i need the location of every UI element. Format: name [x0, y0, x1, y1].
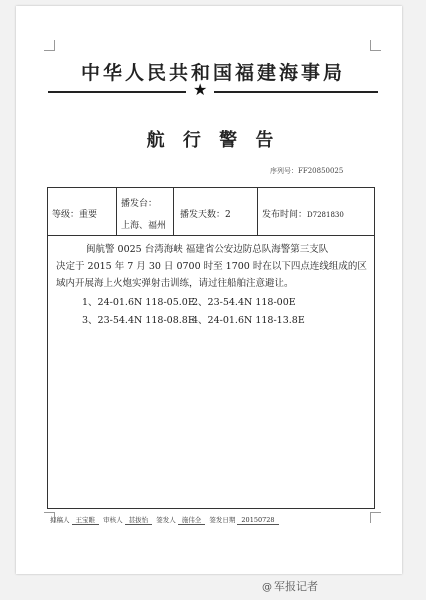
- serial-number: 序列号：FF20850025: [270, 167, 344, 175]
- broadcast-station-cell: [116, 188, 174, 235]
- body-line: 决定于 2015 年 7 月 30 日 0700 时至 1700 时在以下四点连线组成的区: [56, 261, 367, 272]
- issue-time-label: 发布时间：: [262, 210, 308, 220]
- issue-time-cell: [257, 188, 375, 235]
- coordinate-item: 3、23-54.4N 118-08.8E: [82, 315, 195, 326]
- coordinate-item: 2、23-54.4N 118-00E: [192, 297, 296, 308]
- date-label: 签发日期: [209, 516, 236, 524]
- reviewer-value: 甚拔怡: [125, 515, 153, 525]
- reviewer-label: 审核人: [103, 516, 123, 524]
- body-line: 域内开展海上火炮实弹射击训练，请过往船舶注意避让。: [56, 278, 294, 289]
- crop-mark: [370, 40, 381, 51]
- watermark-at: @: [262, 582, 272, 593]
- broadcast-station-value: 上海、福州: [121, 221, 167, 231]
- issuer-label: 签发人: [156, 516, 176, 524]
- header-rule-right: [214, 91, 378, 93]
- broadcast-days-label: 播发天数：: [180, 210, 226, 220]
- coordinate-item: 1、24-01.6N 118-05.0E: [82, 297, 195, 308]
- issuer-value: 施伟全: [178, 515, 206, 525]
- drafter-label: 拟稿人: [50, 516, 70, 524]
- broadcast-station-label: 播发台：: [121, 199, 158, 209]
- broadcast-days-cell: [173, 188, 258, 235]
- issue-time-value: D7281830: [307, 211, 344, 219]
- star-icon: ★: [193, 80, 208, 99]
- date-value: 20150728: [237, 516, 278, 525]
- watermark-text: 军报记者: [274, 580, 318, 593]
- document-title: 航 行 警 告: [146, 130, 280, 151]
- coordinate-item: 4、24-01.6N 118-13.8E: [192, 315, 305, 326]
- body-line: 闽航警 0025 台湾海峡 福建省公安边防总队海警第三支队: [86, 244, 329, 255]
- warning-body: [56, 241, 368, 292]
- signature-line: [50, 515, 279, 525]
- organization-name: 中华人民共和国福建海事局: [80, 62, 345, 84]
- broadcast-days-value: 2: [225, 210, 231, 220]
- warning-box: [47, 187, 375, 509]
- watermark: [262, 578, 318, 594]
- crop-mark: [44, 40, 55, 51]
- drafter-value: 王宝睢: [72, 515, 100, 525]
- level-label: 等级：: [52, 210, 80, 220]
- crop-mark: [370, 512, 381, 523]
- header-rule-left: [48, 91, 186, 93]
- info-row: [48, 188, 374, 236]
- level-cell: [48, 188, 116, 235]
- level-value: 重要: [79, 210, 98, 220]
